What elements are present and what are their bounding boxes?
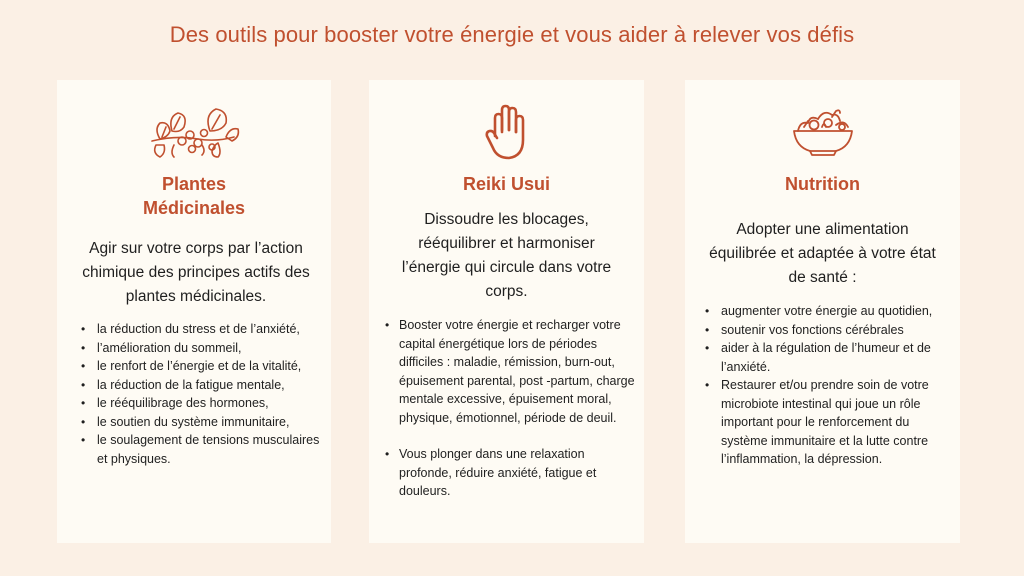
list-item: • la réduction du stress et de l’anxiété, (75, 320, 321, 339)
card-plantes-medicinales (57, 80, 331, 543)
list-item: • augmenter votre énergie au quotidien, (699, 302, 938, 321)
list-item: • le soulagement de tensions musculaires et physiques. (75, 431, 321, 468)
list-item: • la réduction de la fatigue mentale, (75, 376, 321, 395)
list-item: • Vous plonger dans une relaxation profonde, réduire anxiété, fatigue et douleurs. (383, 445, 638, 501)
card-title-line: Plantes (161, 174, 227, 194)
card-description: Adopter une alimentation équilibrée et adaptée à votre état de santé : (709, 221, 936, 286)
card-title (369, 172, 644, 196)
card-nutrition (685, 80, 960, 543)
list-item: • l’amélioration du sommeil, (75, 339, 321, 358)
hand-icon (369, 100, 644, 164)
list-item: • le soutien du système immunitaire, (75, 413, 321, 432)
benefits-list (383, 316, 638, 501)
card-title-line: Nutrition (785, 174, 860, 194)
card-title-line: Médicinales (142, 198, 246, 218)
benefits-list (75, 320, 321, 468)
list-item: • soutenir vos fonctions cérébrales (699, 321, 938, 340)
card-description: Dissoudre les blocages, rééquilibrer et harmoniser l’énergie qui circule dans votre corps. (401, 211, 612, 300)
page-title: Des outils pour booster votre énergie et vous aider à relever vos défis (169, 22, 855, 47)
benefits-list (699, 302, 938, 469)
card-title-line: Reiki Usui (462, 174, 551, 194)
herbs-icon (57, 100, 331, 164)
card-description: Agir sur votre corps par l’action chimique des principes actifs des plantes médicinales. (82, 240, 310, 305)
list-item: • le rééquilibrage des hormones, (75, 394, 321, 413)
list-item: • Booster votre énergie et recharger votre capital énergétique lors de périodes difficiles : maladie, rémission, burn-out, épuisement parental, post -partum, charge mentale excessive, épuisement moral, physique, émotionnel, période de deuil. (383, 316, 638, 427)
card-reiki-usui (369, 80, 644, 543)
list-item: • aider à la régulation de l’humeur et de l’anxiété. (699, 339, 938, 376)
card-title (685, 172, 960, 196)
list-item: • le renfort de l’énergie et de la vitalité, (75, 357, 321, 376)
salad-bowl-icon (685, 100, 960, 164)
card-title (57, 172, 331, 220)
list-item: • Restaurer et/ou prendre soin de votre microbiote intestinal qui joue un rôle important pour le renforcement du système immunitaire et la lutte contre l’inflammation, la dépression. (699, 376, 938, 469)
